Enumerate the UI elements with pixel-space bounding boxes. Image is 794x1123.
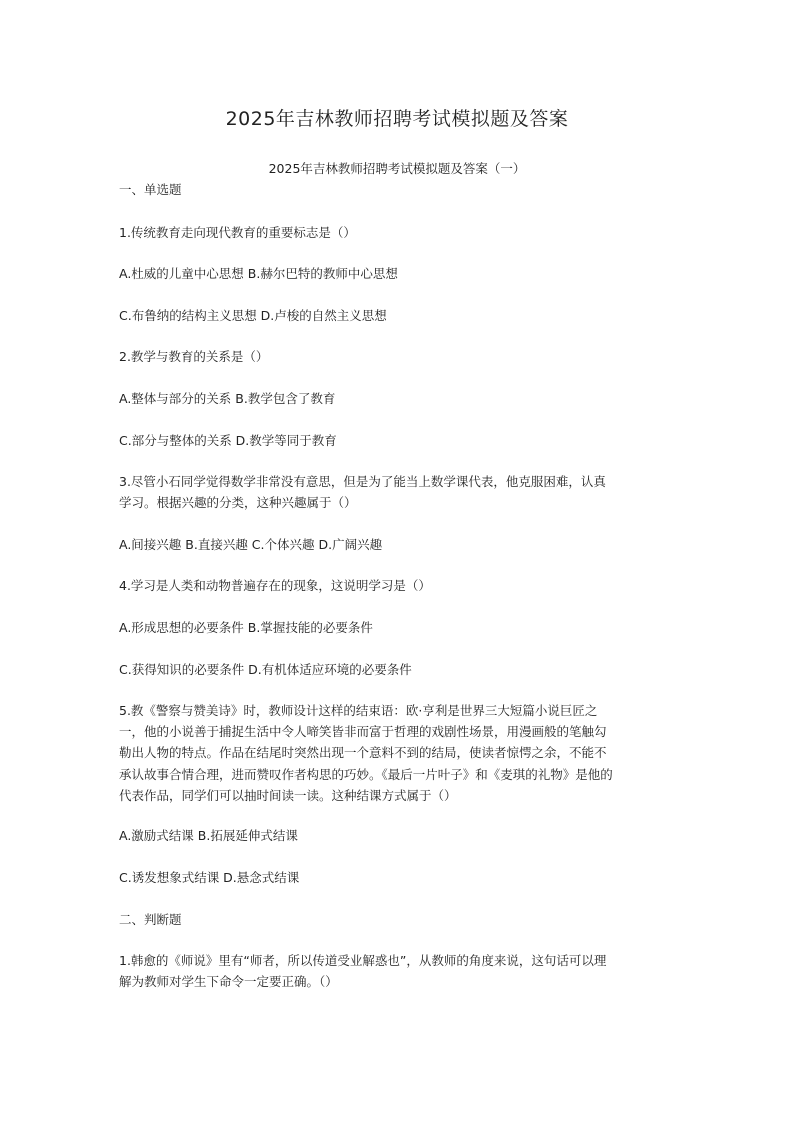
section-heading-single-choice: 一、单选题 (119, 182, 182, 197)
question-5-options-cd: C.诱发想象式结课 D.悬念式结课 (119, 870, 300, 885)
question-2-options-ab: A.整体与部分的关系 B.教学包含了教育 (119, 391, 336, 406)
question-3-line-1: 3.尽管小石同学觉得数学非常没有意思，但是为了能当上数学课代表，他克服困难，认真 (119, 474, 606, 489)
question-4-options-cd: C.获得知识的必要条件 D.有机体适应环境的必要条件 (119, 662, 412, 677)
question-5-options-ab: A.激励式结课 B.拓展延伸式结课 (119, 828, 298, 843)
question-3 (119, 471, 675, 513)
document-title: 2025年吉林教师招聘考试模拟题及答案 (225, 108, 569, 130)
question-2: 2.教学与教育的关系是（） (119, 349, 269, 364)
question-5 (119, 700, 675, 806)
question-4-options-ab: A.形成思想的必要条件 B.掌握技能的必要条件 (119, 620, 373, 635)
section-heading-true-false: 二、判断题 (119, 912, 182, 927)
question-5-line-5: 代表作品，同学们可以抽时间读一读。这种结课方式属于（） (119, 787, 457, 803)
judgement-1-line-1: 1.韩愈的《师说》里有“师者，所以传道受业解惑也”，从教师的角度来说，这句话可以理 (119, 953, 607, 968)
judgement-1 (119, 950, 675, 992)
question-5-line-4: 承认故事合情合理，进而赞叹作者构思的巧妙。《最后一片叶子》和《麦琪的礼物》是他的 (119, 766, 613, 782)
question-1-options-cd: C.布鲁纳的结构主义思想 D.卢梭的自然主义思想 (119, 308, 387, 323)
question-5-line-3: 勒出人物的特点。作品在结尾时突然出现一个意料不到的结局，使读者惊愕之余，不能不 (119, 745, 607, 761)
judgement-1-line-2: 解为教师对学生下命令一定要正确。（） (119, 974, 338, 990)
question-1: 1.传统教育走向现代教育的重要标志是（） (119, 225, 356, 240)
question-4: 4.学习是人类和动物普遍存在的现象，这说明学习是（） (119, 578, 431, 593)
question-3-options: A.间接兴趣 B.直接兴趣 C.个体兴趣 D.广阔兴趣 (119, 537, 383, 552)
question-3-line-2: 学习。根据兴趣的分类，这种兴趣属于（） (119, 495, 357, 511)
question-1-options-ab: A.杜威的儿童中心思想 B.赫尔巴特的教师中心思想 (119, 266, 398, 281)
question-5-line-2: 一，他的小说善于捕捉生活中令人啼笑皆非而富于哲理的戏剧性场景，用漫画般的笔触勾 (119, 724, 607, 740)
document-subtitle: 2025年吉林教师招聘考试模拟题及答案（一） (268, 161, 526, 176)
question-5-line-1: 5.教《警察与赞美诗》时，教师设计这样的结束语：欧·亨利是世界三大短篇小说巨匠之 (119, 703, 598, 718)
question-2-options-cd: C.部分与整体的关系 D.教学等同于教育 (119, 433, 337, 448)
